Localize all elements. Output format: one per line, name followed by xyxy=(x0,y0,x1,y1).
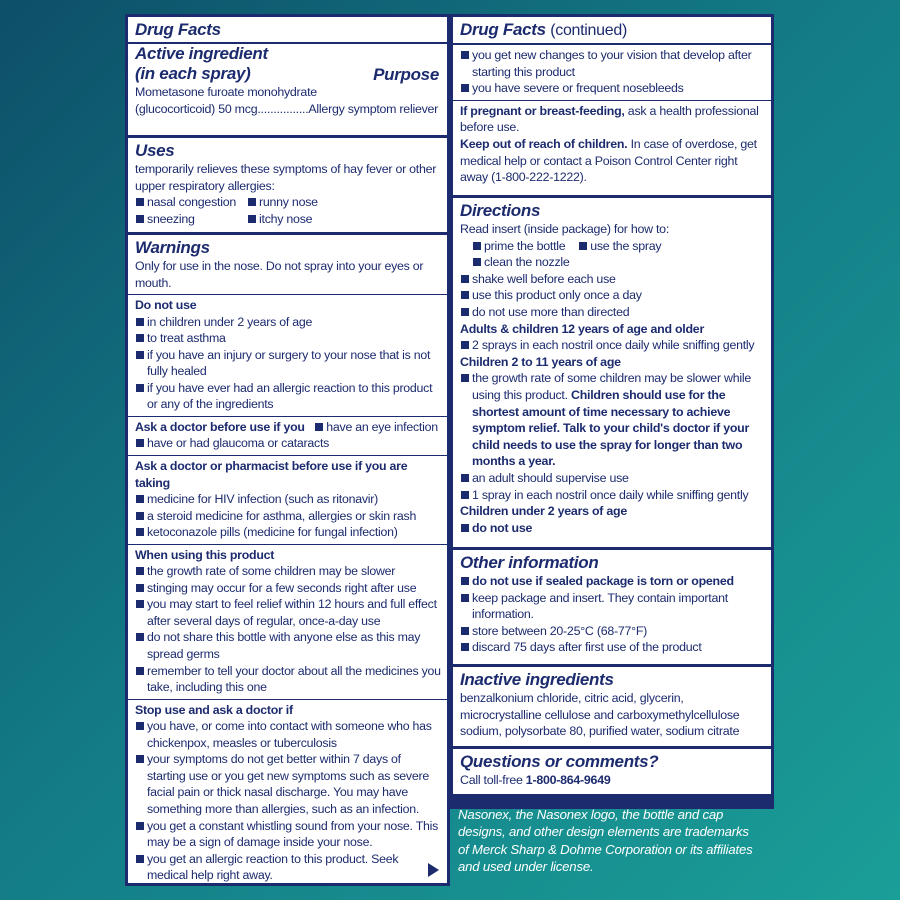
questions-phone: 1-800-864-9649 xyxy=(525,773,611,787)
when-using-item: do not share this bottle with anyone else as this may spread germs xyxy=(135,629,441,662)
do-not-use-item: if you have ever had an allergic reaction to this product or any of the ingredients xyxy=(135,380,441,413)
pregnant-text: ask a health professional before use. xyxy=(460,103,759,135)
inactive-ingredients-title: Inactive ingredients xyxy=(460,670,614,689)
questions-prefix: Call toll-free xyxy=(460,773,526,787)
trademark-footnote: Nasonex, the Nasonex logo, the bottle and cap designs, and other design elements are trademarks of Merck Sharp & Dohme Corporation or its affiliates and used under license. xyxy=(458,807,753,874)
continued-suffix: (continued) xyxy=(550,22,627,39)
when-using-item: the growth rate of some children may be slower xyxy=(135,563,441,580)
do-not-use-item: if you have an injury or surgery to your nose that is not fully healed xyxy=(135,347,441,380)
uses-item: nasal congestion xyxy=(135,194,236,211)
directions-item: shake well before each use xyxy=(460,271,765,288)
questions-title: Questions or comments? xyxy=(460,752,659,771)
other-information-item: store between 20-25°C (68-77°F) xyxy=(460,623,765,640)
active-ingredient-heading-2: (in each spray) xyxy=(135,64,251,83)
continued-title: Drug Facts xyxy=(460,20,546,39)
warnings-title: Warnings xyxy=(135,238,210,257)
stop-use-section xyxy=(128,699,447,884)
howto-item: clean the nozzle xyxy=(472,254,570,271)
uses-text: temporarily relieves these symptoms of hay fever or other upper respiratory allergies: xyxy=(135,162,437,193)
uses-item: itchy nose xyxy=(247,211,312,228)
ask-pharmacist-item: a steroid medicine for asthma, allergies or skin rash xyxy=(135,508,441,525)
when-using-title: When using this product xyxy=(135,547,275,562)
ask-pharmacist-title: Ask a doctor or pharmacist before use if you are taking xyxy=(135,459,408,490)
stop-use-item: your symptoms do not get better within 7 days of starting use or you get new symptoms such as severe facial pain or thick nasal discharge. You may have something more than allergies, such as an infection. xyxy=(135,751,441,817)
ask-pharmacist-item: medicine for HIV infection (such as ritonavir) xyxy=(135,491,441,508)
ask-doctor-title: Ask a doctor before use if you xyxy=(135,419,305,434)
continued-item: you get new changes to your vision that develop after starting this product xyxy=(460,47,765,80)
ask-pharmacist-item: ketoconazole pills (medicine for fungal infection) xyxy=(135,524,441,541)
directions-item: do not use more than directed xyxy=(460,304,765,321)
drug-facts-right-column xyxy=(450,14,774,809)
stop-use-title: Stop use and ask a doctor if xyxy=(135,702,293,717)
drug-facts-title: Drug Facts xyxy=(135,20,221,39)
directions-intro: Read insert (inside package) for how to: xyxy=(460,222,670,236)
howto-item: prime the bottle xyxy=(472,238,565,255)
when-using-item: stinging may occur for a few seconds right after use xyxy=(135,580,441,597)
adults-title: Adults & children 12 years of age and older xyxy=(460,321,705,336)
continued-panel xyxy=(453,17,771,195)
other-information-title: Other information xyxy=(460,553,599,572)
ingredient-name: Mometasone furoate monohydrate xyxy=(135,85,317,99)
inactive-ingredients-panel xyxy=(453,667,771,746)
purpose-heading: Purpose xyxy=(373,65,439,84)
warnings-intro: Only for use in the nose. Do not spray into your eyes or mouth. xyxy=(135,259,424,290)
when-using-item: you may start to feel relief within 12 hours and full effect after several days of regular, once-a-day use xyxy=(135,596,441,629)
continue-arrow-icon xyxy=(428,863,439,877)
uses-item: runny nose xyxy=(247,194,318,211)
ingredient-strength: (glucocorticoid) 50 mcg................Allergy symptom reliever xyxy=(135,101,439,116)
do-not-use-item: in children under 2 years of age xyxy=(135,314,441,331)
children-title: Children 2 to 11 years of age xyxy=(460,354,621,369)
keep-out-text: In case of overdose, get medical help or contact a Poison Control Center right away (1-800-222-1222). xyxy=(460,136,757,185)
directions-item: use this product only once a day xyxy=(460,287,765,304)
active-ingredient-heading: Active ingredient xyxy=(135,44,268,63)
children-item-text: the growth rate of some children may be slower while using this product. xyxy=(472,371,752,402)
do-not-use-title: Do not use xyxy=(135,298,197,313)
when-using-section xyxy=(128,544,447,696)
uses-panel xyxy=(128,138,447,232)
ask-doctor-item: have or had glaucoma or cataracts xyxy=(135,435,441,452)
active-ingredient-panel xyxy=(128,17,447,135)
directions-panel xyxy=(453,198,771,547)
under2-title: Children under 2 years of age xyxy=(460,504,627,519)
howto-item: use the spray xyxy=(578,238,661,255)
stop-use-item: you get a constant whistling sound from your nose. This may be a sign of damage inside your nose. xyxy=(135,818,441,851)
warnings-panel xyxy=(128,235,447,883)
children-item: an adult should supervise use xyxy=(460,470,765,487)
children-item-warning: Children should use for the shortest amount of time necessary to achieve symptom relief. Talk to your child's doctor if your child needs to use the spray for longer than two months a year. xyxy=(472,387,750,469)
ask-pharmacist-section xyxy=(128,455,447,541)
inactive-ingredients-text: benzalkonium chloride, citric acid, glycerin, microcrystalline cellulose and carboxymethylcellulose sodium, polysorbate 80, purified water, sodium citrate xyxy=(460,691,740,739)
pregnancy-section xyxy=(453,100,771,186)
under2-item: do not use xyxy=(460,520,765,537)
other-information-item: keep package and insert. They contain important information. xyxy=(460,590,765,623)
do-not-use-item: to treat asthma xyxy=(135,330,441,347)
other-information-item: discard 75 days after first use of the product xyxy=(460,639,765,656)
other-information-item: do not use if sealed package is torn or opened xyxy=(460,573,765,590)
other-information-panel xyxy=(453,550,771,664)
ask-doctor-item: have an eye infection xyxy=(314,419,438,436)
pregnant-label: If pregnant or breast-feeding, xyxy=(460,103,625,118)
uses-item: sneezing xyxy=(135,211,195,228)
stop-use-item: you have, or come into contact with someone who has chickenpox, measles or tuberculosis xyxy=(135,718,441,751)
do-not-use-section xyxy=(128,294,447,413)
ask-doctor-section xyxy=(128,416,447,452)
uses-title: Uses xyxy=(135,141,175,160)
directions-title: Directions xyxy=(460,201,541,220)
when-using-item: remember to tell your doctor about all the medicines you take, including this one xyxy=(135,663,441,696)
drug-facts-left-column xyxy=(125,14,450,886)
keep-out-label: Keep out of reach of children. xyxy=(460,136,628,151)
adults-item: 2 sprays in each nostril once daily while sniffing gently xyxy=(460,337,765,354)
children-item: 1 spray in each nostril once daily while sniffing gently xyxy=(460,487,765,504)
stop-use-item: you get an allergic reaction to this product. Seek medical help right away. xyxy=(135,851,441,884)
children-item xyxy=(460,370,765,470)
continued-item: you have severe or frequent nosebleeds xyxy=(460,80,765,97)
questions-panel xyxy=(453,749,771,794)
